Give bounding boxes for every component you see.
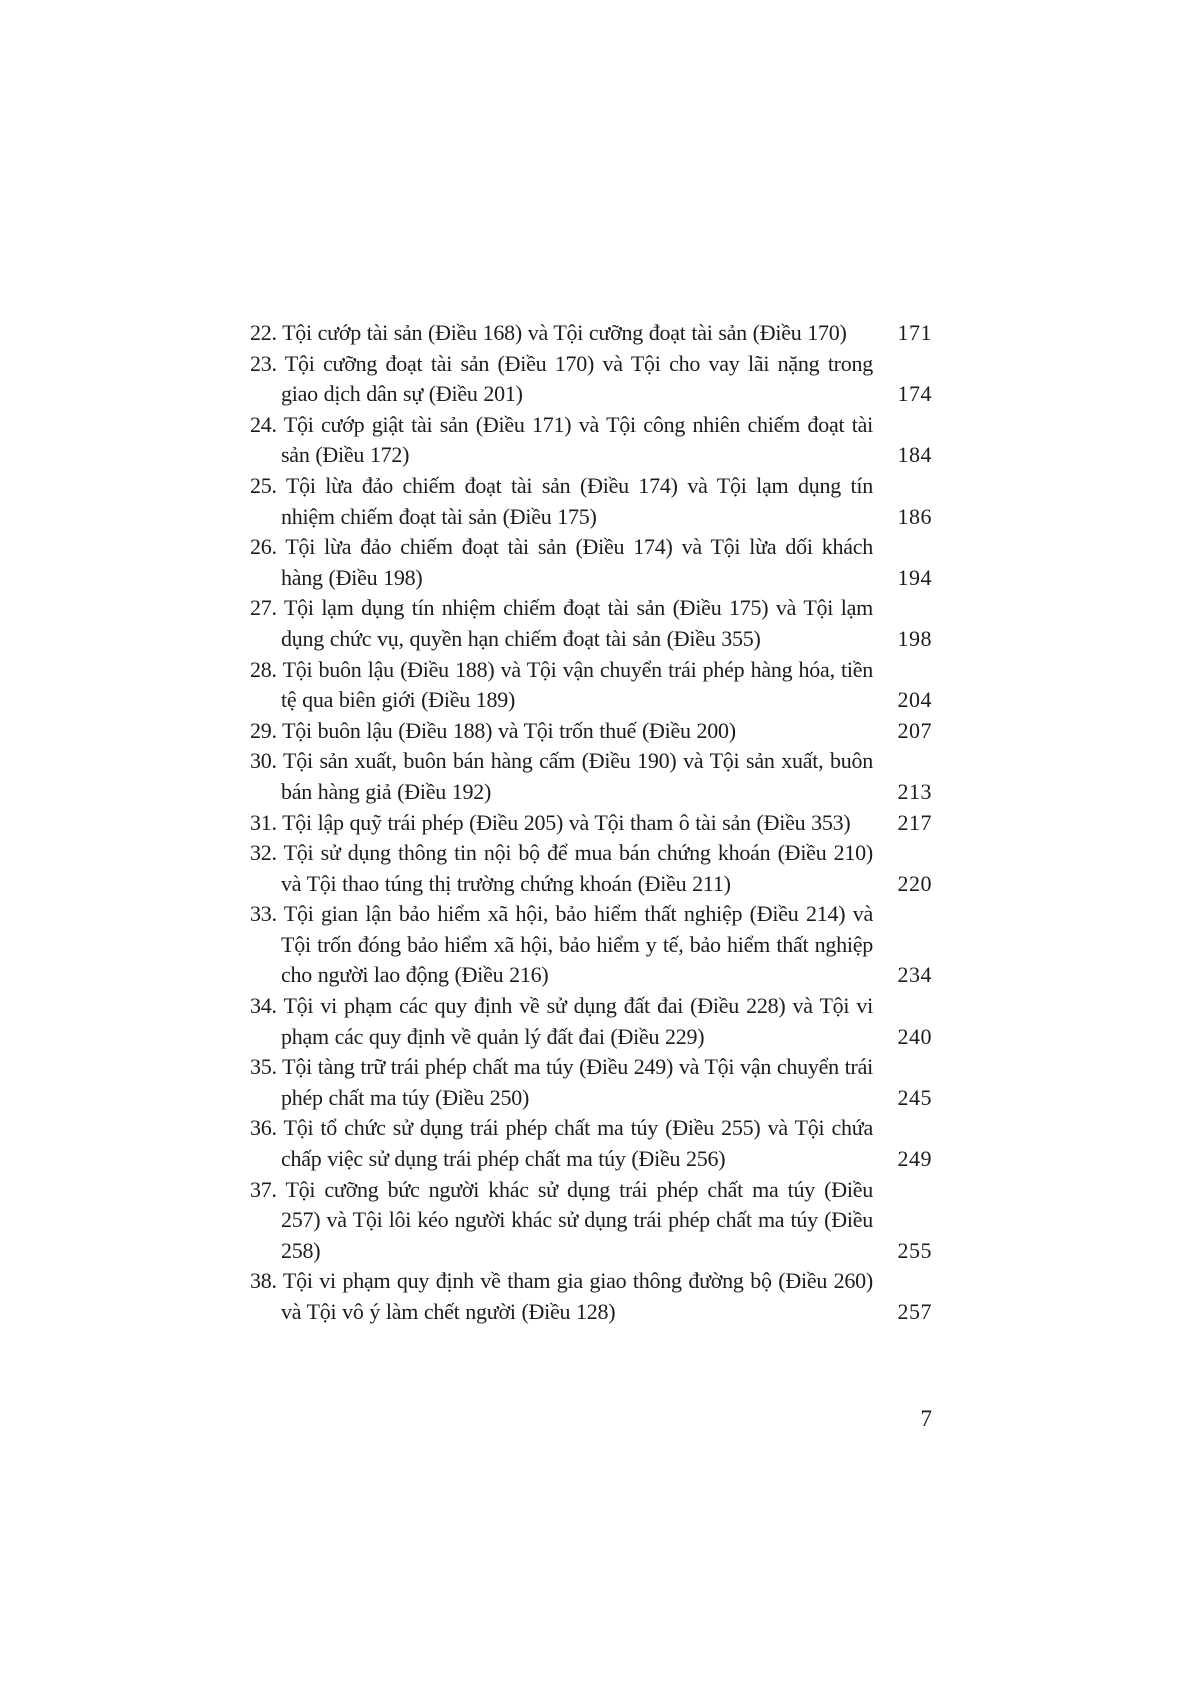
- toc-entry-page-number: 257: [897, 1299, 932, 1324]
- toc-entry-number: 32.: [250, 840, 277, 866]
- toc-entry: [250, 593, 932, 654]
- toc-entry-number: 36.: [250, 1115, 277, 1141]
- toc-entry-line: [250, 1052, 873, 1113]
- toc-entry-title: Tội sản xuất, buôn bán hàng cấm (Điều 190) và Tội sản xuất, buôn bán hàng giả (Điều 192): [281, 748, 873, 804]
- toc-entry-line: [250, 899, 873, 991]
- toc-entry-title: Tội cưỡng bức người khác sử dụng trái phép chất ma túy (Điều 257) và Tội lôi kéo người khác sử dụng trái phép chất ma túy (Điều 258): [281, 1176, 873, 1263]
- toc-entry-number: 37.: [250, 1176, 277, 1202]
- toc-entry-page-number: 245: [897, 1084, 932, 1110]
- toc-entry-number: 30.: [250, 748, 277, 774]
- toc-entry: [250, 318, 932, 349]
- toc-entry: [250, 1052, 932, 1113]
- toc-entry-line: [250, 318, 873, 349]
- toc-entry-number: 33.: [250, 901, 277, 927]
- toc-entry-line: [250, 991, 873, 1052]
- toc-entry-page-number: 194: [897, 564, 932, 590]
- toc-entry: [250, 471, 932, 532]
- toc-entry-line: [250, 1175, 873, 1267]
- toc-entry: [250, 808, 932, 839]
- toc-entry-line: [250, 746, 873, 807]
- toc-entry-title: Tội cướp giật tài sản (Điều 171) và Tội công nhiên chiếm đoạt tài sản (Điều 172): [281, 411, 873, 468]
- toc-entry-page-number: 174: [897, 381, 932, 407]
- toc-entry: [250, 349, 932, 410]
- toc-entry-title: Tội cưỡng đoạt tài sản (Điều 170) và Tội cho vay lãi nặng trong giao dịch dân sự (Điều 201): [281, 350, 874, 407]
- toc-entry-number: 34.: [250, 993, 277, 1019]
- toc-entry: [250, 1175, 932, 1267]
- toc-entry-page-number: 204: [897, 687, 932, 713]
- toc-entry-page-number: 220: [897, 870, 932, 896]
- toc-entry-line: [250, 532, 873, 593]
- toc-entry-line: [250, 1113, 873, 1174]
- toc-entry-number: 38.: [250, 1268, 277, 1294]
- toc-entry-title: Tội sử dụng thông tin nội bộ để mua bán chứng khoán (Điều 210) và Tội thao túng thị trường chứng khoán (Điều 211): [281, 840, 873, 896]
- toc-entry-page-number: 171: [897, 320, 932, 345]
- toc-entry-line: [250, 471, 873, 532]
- toc-entry: [250, 1113, 932, 1174]
- toc-entry-title: Tội lừa đảo chiếm đoạt tài sản (Điều 174) và Tội lừa dối khách hàng (Điều 198): [281, 534, 873, 590]
- toc-entry-page-number: 234: [897, 962, 932, 988]
- toc-entry-page-number: 186: [897, 503, 932, 529]
- toc-entry-title: Tội tàng trữ trái phép chất ma túy (Điều 249) và Tội vận chuyển trái phép chất ma túy (Điều 250): [281, 1054, 873, 1110]
- toc-entry-number: 27.: [250, 595, 277, 621]
- toc-entry-line: [250, 655, 873, 716]
- toc-entry-number: 23.: [250, 350, 277, 376]
- toc-entry: [250, 746, 932, 807]
- toc-entry-line: [250, 593, 873, 654]
- toc-entry-number: 29.: [250, 717, 277, 743]
- toc-entry-title: Tội vi phạm các quy định về sử dụng đất đai (Điều 228) và Tội vi phạm các quy định về quản lý đất đai (Điều 229): [281, 993, 873, 1049]
- toc-entry-title: Tội gian lận bảo hiểm xã hội, bảo hiểm thất nghiệp (Điều 214) và Tội trốn đóng bảo hiểm xã hội, bảo hiểm y tế, bảo hiểm thất nghiệp cho người lao động (Điều 216): [281, 901, 873, 988]
- toc-entry-number: 25.: [250, 472, 277, 498]
- toc-entry-title: Tội tổ chức sử dụng trái phép chất ma túy (Điều 255) và Tội chứa chấp việc sử dụng trái phép chất ma túy (Điều 256): [281, 1115, 873, 1172]
- toc-entry-page-number: 240: [897, 1023, 932, 1049]
- toc-entry-title: Tội vi phạm quy định về tham gia giao thông đường bộ (Điều 260) và Tội vô ý làm chết người (Điều 128): [281, 1268, 873, 1324]
- toc-entry-title: Tội cướp tài sản (Điều 168) và Tội cưỡng đoạt tài sản (Điều 170): [282, 320, 847, 345]
- toc-entry: [250, 1266, 932, 1327]
- toc-entry-page-number: 207: [897, 717, 932, 743]
- toc-entry-number: 28.: [250, 656, 277, 682]
- toc-entry-page-number: 184: [897, 442, 932, 468]
- toc-entry-number: 24.: [250, 411, 277, 437]
- toc-entry: [250, 655, 932, 716]
- toc-entry-title: Tội lập quỹ trái phép (Điều 205) và Tội tham ô tài sản (Điều 353): [282, 809, 851, 835]
- toc-entry: [250, 991, 932, 1052]
- toc-entry-number: 22.: [250, 320, 277, 345]
- toc-entry-line: [250, 838, 873, 899]
- toc-entry-line: [250, 716, 873, 747]
- toc-entry-number: 35.: [250, 1054, 277, 1080]
- table-of-contents: [250, 318, 932, 1328]
- toc-entry: [250, 410, 932, 471]
- toc-entry-page-number: 198: [897, 625, 932, 651]
- toc-entry-line: [250, 808, 873, 839]
- toc-entry-line: [250, 349, 873, 410]
- toc-entry-page-number: 255: [897, 1237, 932, 1263]
- toc-entry-title: Tội buôn lậu (Điều 188) và Tội trốn thuế (Điều 200): [282, 717, 736, 743]
- toc-entry: [250, 899, 932, 991]
- toc-entry: [250, 716, 932, 747]
- toc-entry-line: [250, 1266, 873, 1327]
- toc-entry-title: Tội lạm dụng tín nhiệm chiếm đoạt tài sản (Điều 175) và Tội lạm dụng chức vụ, quyền hạn chiếm đoạt tài sản (Điều 355): [281, 595, 873, 651]
- toc-entry-page-number: 249: [897, 1146, 932, 1172]
- toc-entry: [250, 838, 932, 899]
- toc-entry-number: 26.: [250, 534, 277, 560]
- toc-entry-title: Tội lừa đảo chiếm đoạt tài sản (Điều 174) và Tội lạm dụng tín nhiệm chiếm đoạt tài sản (Điều 175): [281, 472, 873, 529]
- toc-entry-number: 31.: [250, 809, 277, 835]
- page-footer-number: 7: [920, 1406, 932, 1431]
- toc-entry-line: [250, 410, 873, 471]
- toc-entry-page-number: 217: [897, 809, 932, 835]
- toc-entry-title: Tội buôn lậu (Điều 188) và Tội vận chuyển trái phép hàng hóa, tiền tệ qua biên giới (Điều 189): [281, 656, 874, 713]
- toc-entry-page-number: 213: [897, 778, 932, 804]
- toc-entry: [250, 532, 932, 593]
